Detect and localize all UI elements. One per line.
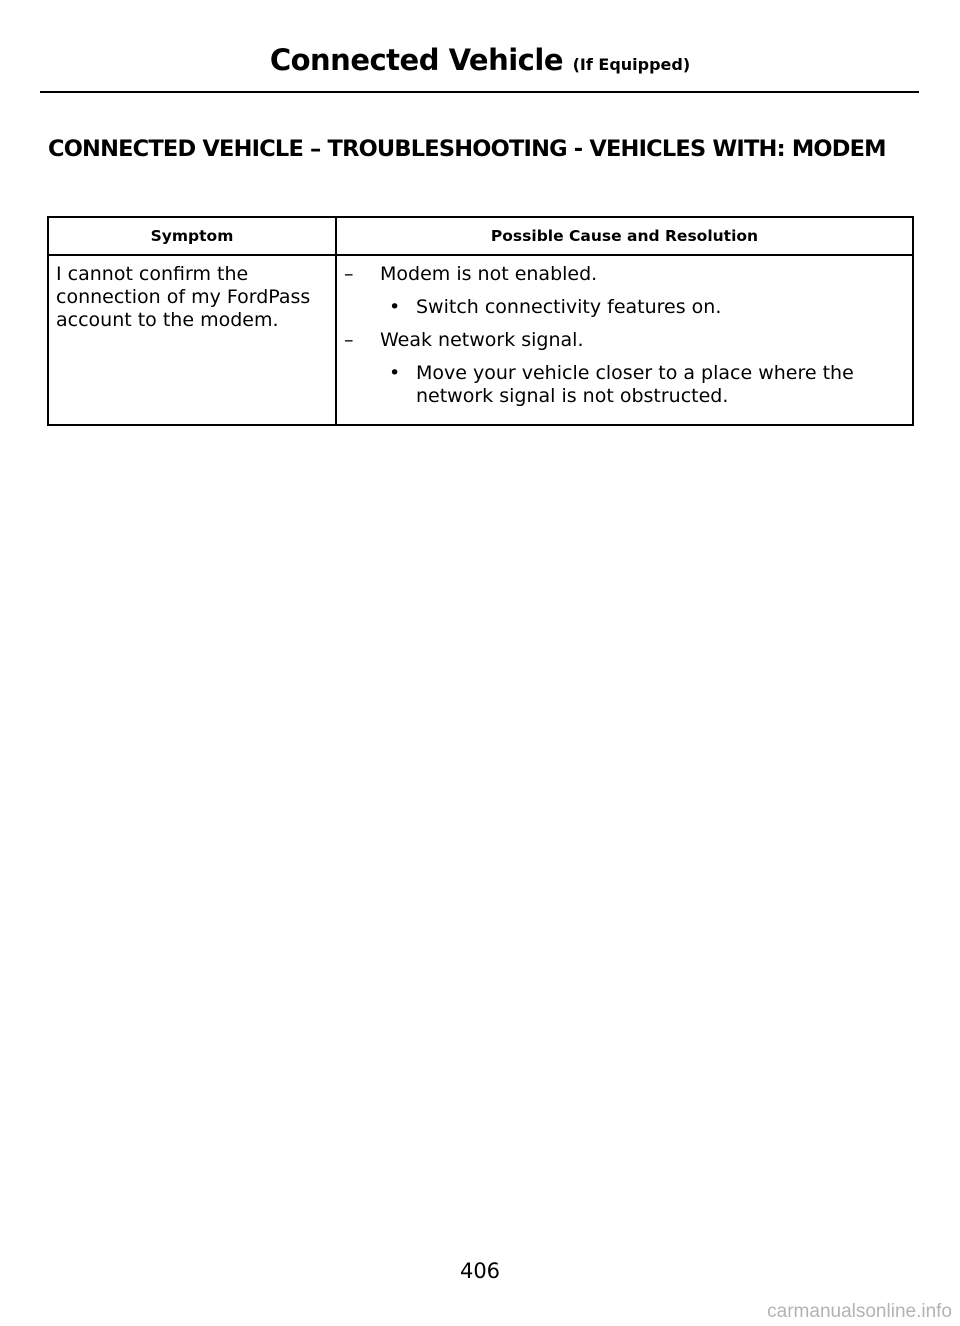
page-header <box>0 40 960 85</box>
cause-text: Weak network signal. <box>380 329 584 351</box>
cause-resolution-cell <box>336 255 913 425</box>
action-item <box>344 362 905 408</box>
table-header-row <box>48 217 913 255</box>
troubleshooting-table <box>47 216 914 426</box>
dash-marker: – <box>344 263 354 285</box>
cause-item <box>344 329 905 352</box>
header-divider <box>40 91 919 93</box>
watermark: carmanualsonline.info <box>767 1301 952 1322</box>
column-header-cause-resolution: Possible Cause and Resolution <box>336 217 913 255</box>
chapter-qualifier: (If Equipped) <box>572 55 691 74</box>
bullet-marker: • <box>389 362 401 384</box>
table-row <box>48 255 913 425</box>
column-header-symptom: Symptom <box>48 217 336 255</box>
section-title: CONNECTED VEHICLE – TROUBLESHOOTING - VEHICLES WITH: MODEM <box>48 136 886 162</box>
dash-marker: – <box>344 329 354 351</box>
bullet-marker: • <box>389 296 401 318</box>
cause-item <box>344 263 905 286</box>
cause-text: Modem is not enabled. <box>380 263 598 285</box>
action-text: Move your vehicle closer to a place where the network signal is not obstructed. <box>416 362 854 407</box>
symptom-cell: I cannot confirm the connection of my FordPass account to the modem. <box>48 255 336 425</box>
action-item <box>344 296 905 319</box>
page-number: 406 <box>459 1259 501 1283</box>
action-text: Switch connectivity features on. <box>416 296 722 318</box>
chapter-title: Connected Vehicle <box>269 43 563 77</box>
